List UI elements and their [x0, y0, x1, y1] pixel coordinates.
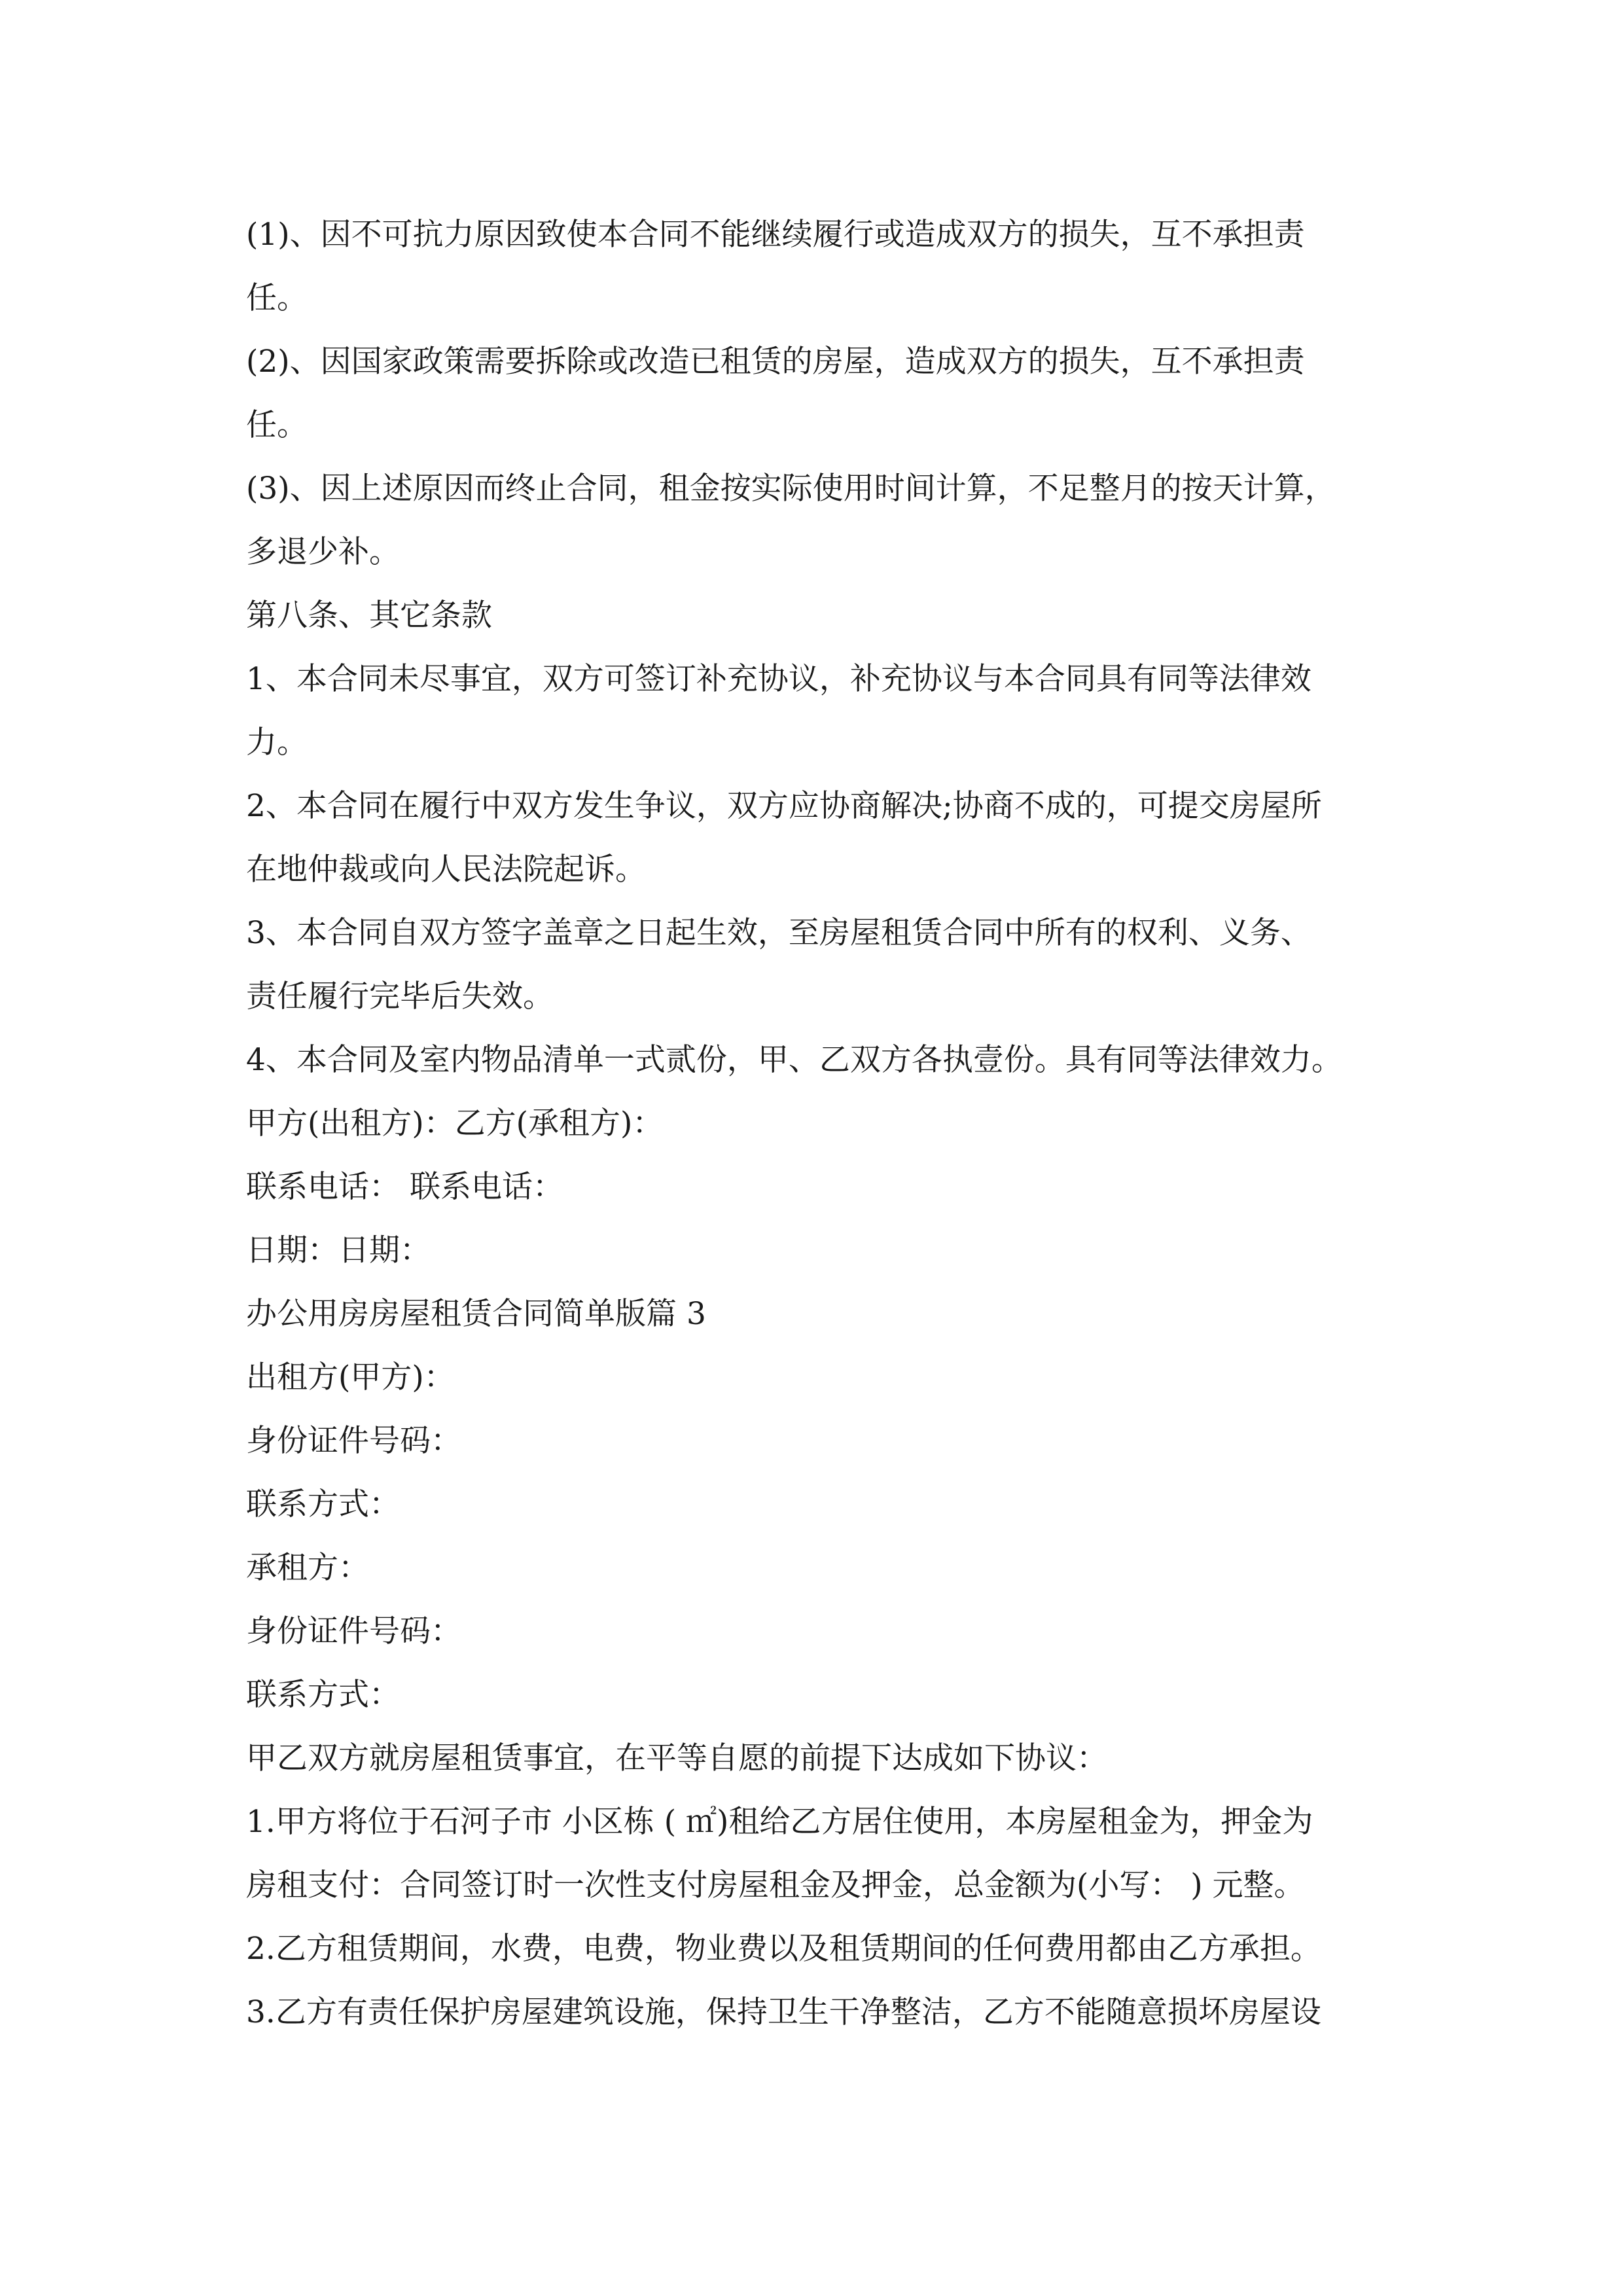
- contract-title: 办公用房房屋租赁合同简单版篇 3: [246, 1296, 706, 1332]
- clause-line: 1、本合同未尽事宜，双方可签订补充协议，补充协议与本合同具有同等法律效: [246, 661, 1311, 697]
- lessee-field: 承租方：: [246, 1550, 369, 1586]
- clause-line: 多退少补。: [246, 534, 400, 570]
- contact-field: 联系方式：: [246, 1486, 400, 1522]
- clause-line: 任。: [246, 280, 308, 316]
- clause-line: 4、本合同及室内物品清单一式贰份，甲、乙双方各执壹份。具有同等法律效力。: [246, 1042, 1342, 1078]
- clause-line: (3)、因上述原因而终止合同，租金按实际使用时间计算，不足整月的按天计算，: [246, 471, 1336, 507]
- clause-line: (1)、因不可抗力原因致使本合同不能继续履行或造成双方的损失，互不承担责: [246, 217, 1305, 253]
- clause-line: 责任履行完毕后失效。: [246, 978, 554, 1014]
- clause-line: 2、本合同在履行中双方发生争议，双方应协商解决;协商不成的，可提交房屋所: [246, 788, 1322, 824]
- agreement-intro: 甲乙双方就房屋租赁事宜，在平等自愿的前提下达成如下协议：: [246, 1740, 1107, 1776]
- party-signature-line: 甲方(出租方)：乙方(承租方)：: [246, 1105, 664, 1141]
- clause-line: 3、本合同自双方签字盖章之日起生效，至房屋租赁合同中所有的权利、义务、: [246, 915, 1311, 951]
- clause-line: (2)、因国家政策需要拆除或改造已租赁的房屋，造成双方的损失，互不承担责: [246, 344, 1305, 380]
- clause-line: 2.乙方租赁期间，水费，电费，物业费以及租赁期间的任何费用都由乙方承担。: [246, 1931, 1321, 1967]
- id-number-field: 身份证件号码：: [246, 1613, 461, 1649]
- clause-line: 力。: [246, 725, 308, 761]
- document-body: [246, 203, 1411, 2044]
- section-heading: 第八条、其它条款: [246, 598, 492, 634]
- clause-line: 1.甲方将位于石河子市 小区栋 ( ㎡)租给乙方居住使用，本房屋租金为，押金为: [246, 1804, 1313, 1840]
- clause-line: 房租支付：合同签订时一次性支付房屋租金及押金，总金额为(小写： ) 元整。: [246, 1867, 1305, 1903]
- contact-phone-line: 联系电话： 联系电话：: [246, 1169, 563, 1205]
- clause-line: 3.乙方有责任保护房屋建筑设施，保持卫生干净整洁，乙方不能随意损坏房屋设: [246, 1994, 1321, 2030]
- id-number-field: 身份证件号码：: [246, 1423, 461, 1459]
- clause-line: 在地仲裁或向人民法院起诉。: [246, 852, 646, 888]
- clause-line: 任。: [246, 407, 308, 443]
- date-line: 日期：日期：: [246, 1232, 431, 1268]
- contact-field: 联系方式：: [246, 1677, 400, 1713]
- lessor-field: 出租方(甲方)：: [246, 1359, 455, 1395]
